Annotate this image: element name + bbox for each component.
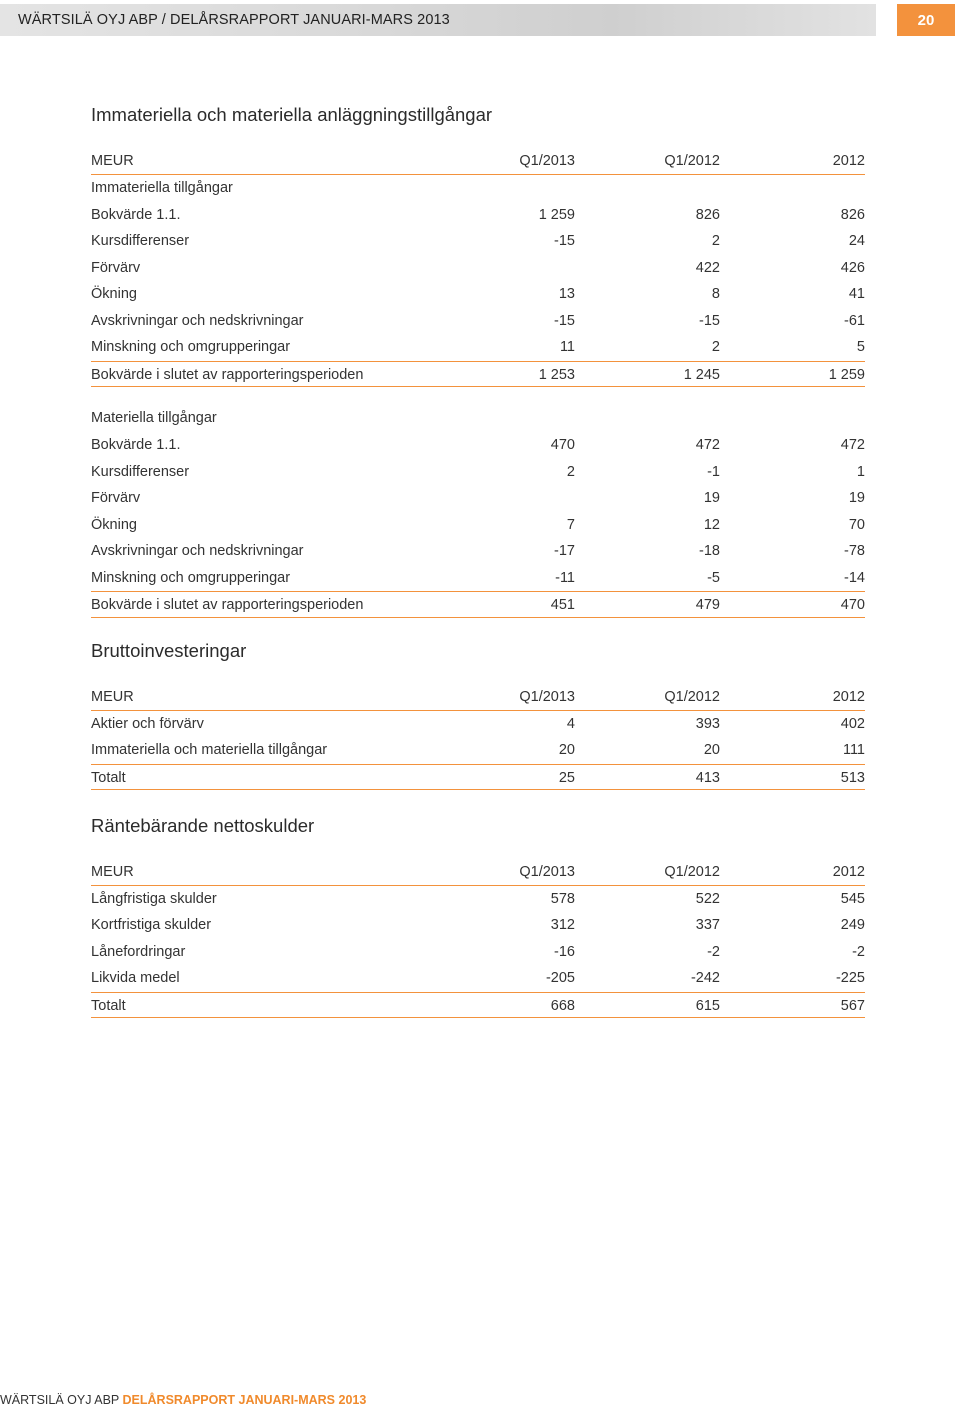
column-header-q1-2013: Q1/2013 (519, 153, 575, 169)
table-row (91, 538, 865, 565)
row-label: Ökning (91, 286, 137, 302)
subsection-title-tangible (91, 405, 865, 432)
value-2012: 513 (840, 769, 865, 786)
column-header-2012: 2012 (832, 864, 865, 880)
value-2012: 545 (840, 890, 865, 907)
row-label: Immateriella och materiella tillgångar (91, 742, 328, 758)
value-q1-2013: 13 (558, 286, 575, 302)
row-label: Bokvärde 1.1. (91, 437, 181, 453)
value-q1-2013: 1 259 (538, 206, 575, 223)
value-q1-2013: 20 (558, 742, 575, 758)
table-row (91, 485, 865, 512)
value-q1-2013: 470 (550, 437, 575, 453)
row-label: Bokvärde i slutet av rapporteringsperioden (91, 597, 364, 613)
table-row (91, 432, 865, 459)
table-row (91, 255, 865, 282)
column-header-2012: 2012 (832, 689, 865, 705)
column-header-q1-2012: Q1/2012 (664, 153, 720, 169)
value-q1-2012: 522 (695, 890, 720, 907)
footer (0, 1393, 366, 1407)
row-label: Kursdifferenser (91, 463, 190, 480)
value-2012: -61 (844, 312, 865, 329)
subsection-label: Materiella tillgångar (91, 410, 217, 426)
value-q1-2012: 393 (695, 715, 720, 732)
column-header-unit: MEUR (91, 689, 134, 705)
value-2012: 249 (840, 917, 865, 933)
row-label: Bokvärde i slutet av rapporteringsperioden (91, 366, 364, 383)
table-header-row (91, 859, 865, 886)
table-row (91, 459, 865, 486)
row-label: Lånefordringar (91, 943, 186, 960)
row-label: Likvida medel (91, 970, 180, 986)
row-label: Totalt (91, 769, 126, 786)
footer-company: WÄRTSILÄ OYJ ABP (0, 1393, 120, 1407)
value-2012: 70 (848, 516, 865, 533)
value-q1-2012: -15 (699, 312, 720, 329)
page-number-badge: 20 (897, 4, 955, 36)
tangible-assets-table (91, 405, 865, 618)
total-row-net-debt (91, 992, 865, 1019)
table-row (91, 228, 865, 255)
header-bar (0, 4, 876, 36)
subsection-label: Immateriella tillgångar (91, 179, 233, 196)
value-q1-2013: 7 (566, 516, 575, 533)
value-2012: 24 (848, 233, 865, 249)
value-q1-2013: -205 (545, 970, 575, 986)
row-label: Bokvärde 1.1. (91, 206, 181, 223)
total-row-tangible (91, 591, 865, 618)
section-title-gross-investments: Bruttoinvesteringar (91, 640, 247, 661)
value-q1-2013: -16 (554, 943, 575, 960)
value-q1-2012: -2 (707, 943, 720, 960)
value-q1-2013: 11 (559, 339, 575, 355)
value-q1-2013: 451 (550, 597, 575, 613)
value-2012: 402 (840, 715, 865, 732)
value-2012: -14 (844, 569, 865, 586)
row-label: Minskning och omgrupperingar (91, 339, 291, 355)
value-q1-2012: -18 (699, 543, 720, 559)
value-q1-2012: 2 (711, 233, 720, 249)
table-row (91, 565, 865, 592)
column-header-unit: MEUR (91, 864, 134, 880)
row-label: Avskrivningar och nedskrivningar (91, 312, 304, 329)
value-2012: -225 (835, 970, 865, 986)
column-header-2012: 2012 (832, 153, 865, 169)
row-label: Avskrivningar och nedskrivningar (91, 543, 304, 559)
row-label: Långfristiga skulder (91, 890, 217, 907)
row-label: Förvärv (91, 259, 141, 276)
value-2012: -2 (852, 943, 865, 960)
table-row (91, 965, 865, 992)
table-header-row (91, 148, 865, 175)
section-title-assets: Immateriella och materiella anläggningstillgångar (91, 104, 493, 125)
value-2012: 426 (840, 259, 865, 276)
row-label: Ökning (91, 516, 137, 533)
assets-table (91, 148, 865, 387)
value-q1-2013: 2 (566, 463, 575, 480)
table-header-row (91, 684, 865, 711)
value-2012: 1 (856, 463, 865, 480)
value-q1-2013: 25 (558, 769, 575, 786)
table-row (91, 886, 865, 913)
row-label: Förvärv (91, 490, 141, 506)
value-q1-2013: 312 (550, 917, 575, 933)
value-q1-2013: -15 (554, 233, 575, 249)
table-row (91, 737, 865, 764)
row-label: Totalt (91, 997, 126, 1014)
total-row-intangible (91, 361, 865, 388)
value-2012: 111 (842, 742, 865, 758)
value-q1-2012: 1 245 (683, 366, 720, 383)
value-q1-2013: 4 (566, 715, 575, 732)
table-row (91, 281, 865, 308)
row-label: Kursdifferenser (91, 233, 190, 249)
value-q1-2012: 615 (695, 997, 720, 1014)
value-q1-2012: 826 (695, 206, 720, 223)
value-2012: 41 (848, 286, 865, 302)
column-header-q1-2013: Q1/2013 (519, 864, 575, 880)
value-q1-2012: 20 (703, 742, 720, 758)
column-header-q1-2013: Q1/2013 (519, 689, 575, 705)
value-2012: 826 (840, 206, 865, 223)
value-q1-2012: 472 (695, 437, 720, 453)
footer-report-title: DELÅRSRAPPORT JANUARI-MARS 2013 (122, 1393, 367, 1407)
column-header-unit: MEUR (91, 153, 134, 169)
table-row (91, 334, 865, 361)
value-q1-2013: -15 (554, 312, 575, 329)
value-q1-2013: -17 (554, 543, 575, 559)
value-q1-2013: -11 (555, 569, 575, 586)
value-2012: 472 (840, 437, 865, 453)
value-2012: 470 (840, 597, 865, 613)
value-2012: 567 (840, 997, 865, 1014)
value-q1-2012: 479 (695, 597, 720, 613)
value-q1-2012: 413 (695, 769, 720, 786)
value-q1-2012: -242 (690, 970, 720, 986)
value-2012: -78 (844, 543, 865, 559)
value-q1-2013: 578 (550, 890, 575, 907)
section-title-net-debt: Räntebärande nettoskulder (91, 815, 315, 836)
table-row (91, 202, 865, 229)
column-header-q1-2012: Q1/2012 (664, 864, 720, 880)
header-title: WÄRTSILÄ OYJ ABP / DELÅRSRAPPORT JANUARI-MARS 2013 (18, 12, 450, 28)
value-q1-2012: 2 (711, 339, 720, 355)
net-debt-table (91, 859, 865, 1018)
column-header-q1-2012: Q1/2012 (664, 689, 720, 705)
value-q1-2012: 8 (711, 286, 720, 302)
value-q1-2012: -5 (707, 569, 720, 586)
table-row (91, 939, 865, 966)
gross-investments-table (91, 684, 865, 790)
value-q1-2013: 668 (550, 997, 575, 1014)
value-q1-2012: 12 (703, 516, 720, 533)
value-q1-2012: -1 (707, 463, 720, 480)
row-label: Kortfristiga skulder (91, 917, 212, 933)
value-q1-2012: 422 (695, 259, 720, 276)
value-2012: 1 259 (828, 366, 865, 383)
row-label: Minskning och omgrupperingar (91, 569, 291, 586)
value-q1-2013: 1 253 (538, 366, 575, 383)
table-row (91, 912, 865, 939)
table-row (91, 308, 865, 335)
value-q1-2012: 19 (703, 490, 720, 506)
value-2012: 5 (856, 339, 865, 355)
subsection-title-intangible (91, 175, 865, 202)
table-row (91, 512, 865, 539)
table-row (91, 711, 865, 738)
total-row-investments (91, 764, 865, 791)
value-q1-2012: 337 (695, 917, 720, 933)
row-label: Aktier och förvärv (91, 715, 204, 732)
value-2012: 19 (848, 490, 865, 506)
